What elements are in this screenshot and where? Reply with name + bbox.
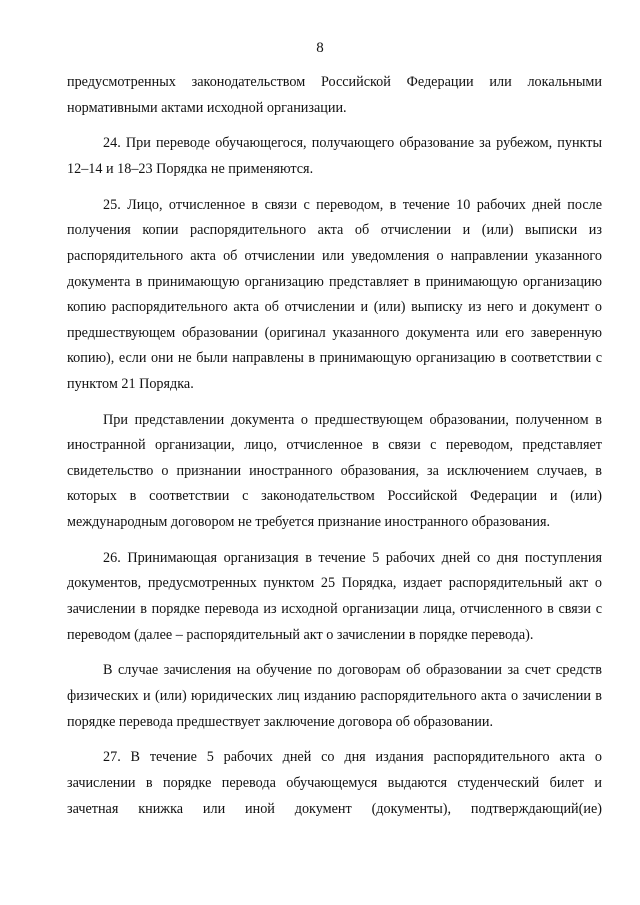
paragraph-item-25-foreign-education: При представлении документа о предшествующем образовании, полученном в иностранной организации, лицо, отчисленное в связи с переводом, представляет свидетельство о признании иностранного образования, за исключением случаев, в которых в соответствии с законодательством Российской Федерации и (или) международным договором не требуется признание иностранного образования. — [67, 411, 602, 531]
paragraph-item-27: 27. В течение 5 рабочих дней со дня издания распорядительного акта о зачислении в порядке перевода обучающемуся выдаются студенческий билет и зачетная книжка или иной документ (документы), подтверждающий(ие) — [67, 749, 602, 817]
page-number: 8 — [316, 40, 324, 56]
paragraph-item-24: 24. При переводе обучающегося, получающего образование за рубежом, пункты 12–14 и 18–23 Порядка не применяются. — [67, 135, 602, 177]
paragraph-continuation: предусмотренных законодательством Российской Федерации или локальными нормативными актами исходной организации. — [67, 74, 602, 116]
paragraph-item-26-contract: В случае зачисления на обучение по договорам об образовании за счет средств физических и (или) юридических лиц изданию распорядительного акта о зачислении в порядке перевода предшествует заключение договора об образовании. — [67, 662, 602, 730]
document-body — [67, 70, 602, 832]
paragraph-item-25: 25. Лицо, отчисленное в связи с переводом, в течение 10 рабочих дней после получения копии распорядительного акта об отчислении и (или) выписки из распорядительного акта об отчислении или уведомления о направлении указанного документа в принимающую организацию представляет в принимающую организацию копию распорядительного акта об отчислении и (или) выписку из него и документ о предшествующем образовании (оригинал указанного документа или его заверенную копию), если они не были направлены в принимающую организацию в соответствии с пунктом 21 Порядка. — [67, 196, 602, 392]
paragraph-item-26: 26. Принимающая организация в течение 5 рабочих дней со дня поступления документов, предусмотренных пунктом 25 Порядка, издает распорядительный акт о зачислении в порядке перевода из исходной организации лица, отчисленного в связи с переводом (далее – распорядительный акт о зачислении в порядке перевода). — [67, 549, 602, 643]
